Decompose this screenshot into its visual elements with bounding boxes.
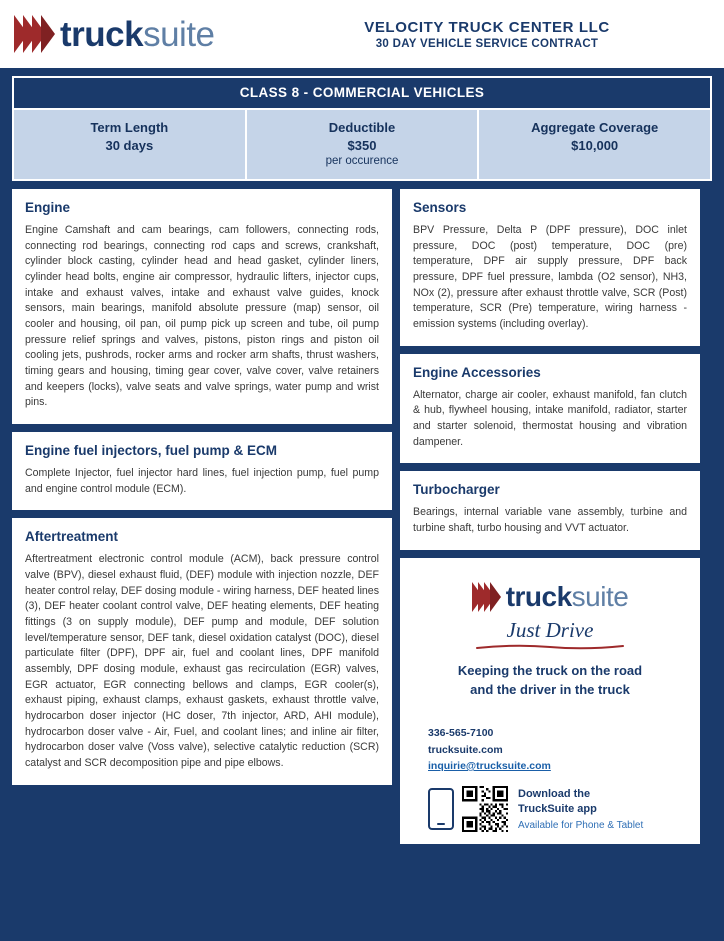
section-engine <box>12 189 392 424</box>
left-column <box>12 189 392 844</box>
section-fuel-injectors <box>12 432 392 510</box>
section-body: Alternator, charge air cooler, exhaust manifold, fan clutch & hub, flywheel housing, intake manifold, radiator, starter and starter solenoid, thermostat housing and vibration dampener. <box>413 388 687 448</box>
section-title: Sensors <box>413 200 467 215</box>
header-title-block <box>290 19 724 50</box>
contact-phone: 336-565-7100 <box>428 727 494 740</box>
terms-row <box>12 110 712 181</box>
app-download-line2: TruckSuite app <box>518 802 597 815</box>
chevron-logo-icon <box>472 582 496 612</box>
document-body <box>0 68 724 941</box>
section-title: Engine Accessories <box>413 364 541 380</box>
section-turbocharger <box>400 471 700 549</box>
phone-icon <box>428 788 454 830</box>
term-label: Aggregate Coverage <box>531 120 659 135</box>
app-download-line1: Download the <box>518 788 591 801</box>
section-body: BPV Pressure, Delta P (DPF pressure), DOC inlet pressure, DOC (post) temperature, DOC (pre) temperature, DPF air supply pressure, DPF back pressure, DPF fuel pressure, lambda (O2 sensor), NH3, NOx (2), pressure after exhaust throttle valve, SCR (Post) temperature, SCR (Pre) temperature, wiring harness - emission systems (including overlay). <box>413 224 687 331</box>
company-name: VELOCITY TRUCK CENTER LLC <box>364 18 610 36</box>
promo-tagline <box>414 662 686 700</box>
brand-logo <box>0 15 290 53</box>
chevron-logo-icon <box>14 15 50 53</box>
class-banner: CLASS 8 - COMMERCIAL VEHICLES <box>12 76 712 110</box>
contact-website[interactable]: trucksuite.com <box>428 743 503 756</box>
promo-word-suite: suite <box>571 580 629 612</box>
promo-wordmark <box>505 580 629 612</box>
section-title: Engine <box>25 200 71 215</box>
term-label: Deductible <box>328 120 396 135</box>
term-value: 30 days <box>105 138 154 153</box>
term-label: Term Length <box>90 120 169 135</box>
section-aftertreatment <box>12 518 392 784</box>
section-body: Complete Injector, fuel injector hard lines, fuel injection pump, fuel pump and engine control module (ECM). <box>25 467 379 495</box>
section-title: Engine fuel injectors, fuel pump & ECM <box>25 443 278 459</box>
brand-word-suite: suite <box>143 14 215 54</box>
slogan-underline-icon <box>475 643 625 650</box>
brand-word-truck: truck <box>60 14 144 54</box>
promo-tagline-line2: and the driver in the truck <box>470 681 630 697</box>
contact-block <box>414 725 686 774</box>
contact-email[interactable]: inquirie@trucksuite.com <box>428 759 551 772</box>
term-value: $350 <box>347 138 377 153</box>
section-title: Aftertreatment <box>25 529 119 545</box>
promo-slogan: Just Drive <box>506 617 594 642</box>
app-availability: Available for Phone & Tablet <box>518 820 644 832</box>
term-sub: per occurence <box>325 155 399 167</box>
term-cell-term-length <box>14 110 247 179</box>
section-body: Aftertreatment electronic control module (ACM), back pressure control valve (BPV), diesel exhaust fluid, (DEF) module with injection nozzle, DEF heater control relay, DEF dosing module - wiring harness, DEF heated lines (3), DEF heater coolant control valve, DEF heating elements, DEF heating fittings (3 on supply module), DEF pump and module, DEF solution level/temperature sensor, DEF tank, diesel oxidation catalyst (DOC), diesel particulate filter (DPF), DPF air, fuel and coolant lines, DPF manifold assembly, DPF dosing module, exhaust gas recirculation (EGR) valves, EGR actuator, EGR connecting bellows and clamps, EGR cooler(s), exhaust piping, exhaust clamps, exhaust gaskets, exhaust throttle valve, hydrocarbon doser injector (HC doser, 7th injector, ARD, AHI module), hydrocarbon doser valve - Air, Fuel, and coolant lines; and inline air filter, hydrocarbon doser valve (Voss valve), selective catalytic reduction (SCR) catalyst and SCR decomposition pipe and pipe elbows. <box>25 553 379 770</box>
coverage-columns <box>12 189 712 844</box>
brand-wordmark <box>60 14 215 54</box>
term-value: $10,000 <box>571 138 619 153</box>
section-body: Bearings, internal variable vane assembly, turbine and turbine shaft, turbo housing and VVT actuator. <box>413 506 687 535</box>
contract-subtitle: 30 DAY VEHICLE SERVICE CONTRACT <box>375 37 599 50</box>
promo-tagline-line1: Keeping the truck on the road <box>457 662 643 678</box>
term-cell-aggregate-coverage <box>479 110 710 179</box>
promo-brand-logo <box>414 582 686 612</box>
term-cell-deductible <box>247 110 480 179</box>
qr-code-icon[interactable] <box>462 786 508 832</box>
section-engine-accessories <box>400 354 700 464</box>
section-sensors <box>400 189 700 346</box>
app-download-text <box>518 787 643 831</box>
page-header <box>0 0 724 68</box>
right-column <box>400 189 700 844</box>
section-body: Engine Camshaft and cam bearings, cam followers, connecting rods, connecting rod bearings, connecting rod caps and screws, crankshaft, cylinder block casting, cylinder head and head gasket, cylinder liners, cylinder head bolts, engine air compressor, hydraulic lifters, injector cups, intake and exhaust valves, intake and exhaust valve guides, knock sensors, main bearings, manifold absolute pressure (map) sensor, oil cooler and housing, oil pan, oil pump pick up screen and tube, oil pump pressure relief springs and valves, pistons, piston rings and piston oil cooling jets, pushrods, rocker arms and rocker arm shafts, thrust washers, timing gears and housing, timing gear cover, valve cover, valve retainers and keepers (locks), valve seats and valve springs, water pump and wrist pins. <box>25 224 379 409</box>
promo-card <box>400 558 700 844</box>
app-download-block <box>414 786 686 832</box>
section-title: Turbocharger <box>413 482 500 498</box>
promo-word-truck: truck <box>505 580 572 612</box>
